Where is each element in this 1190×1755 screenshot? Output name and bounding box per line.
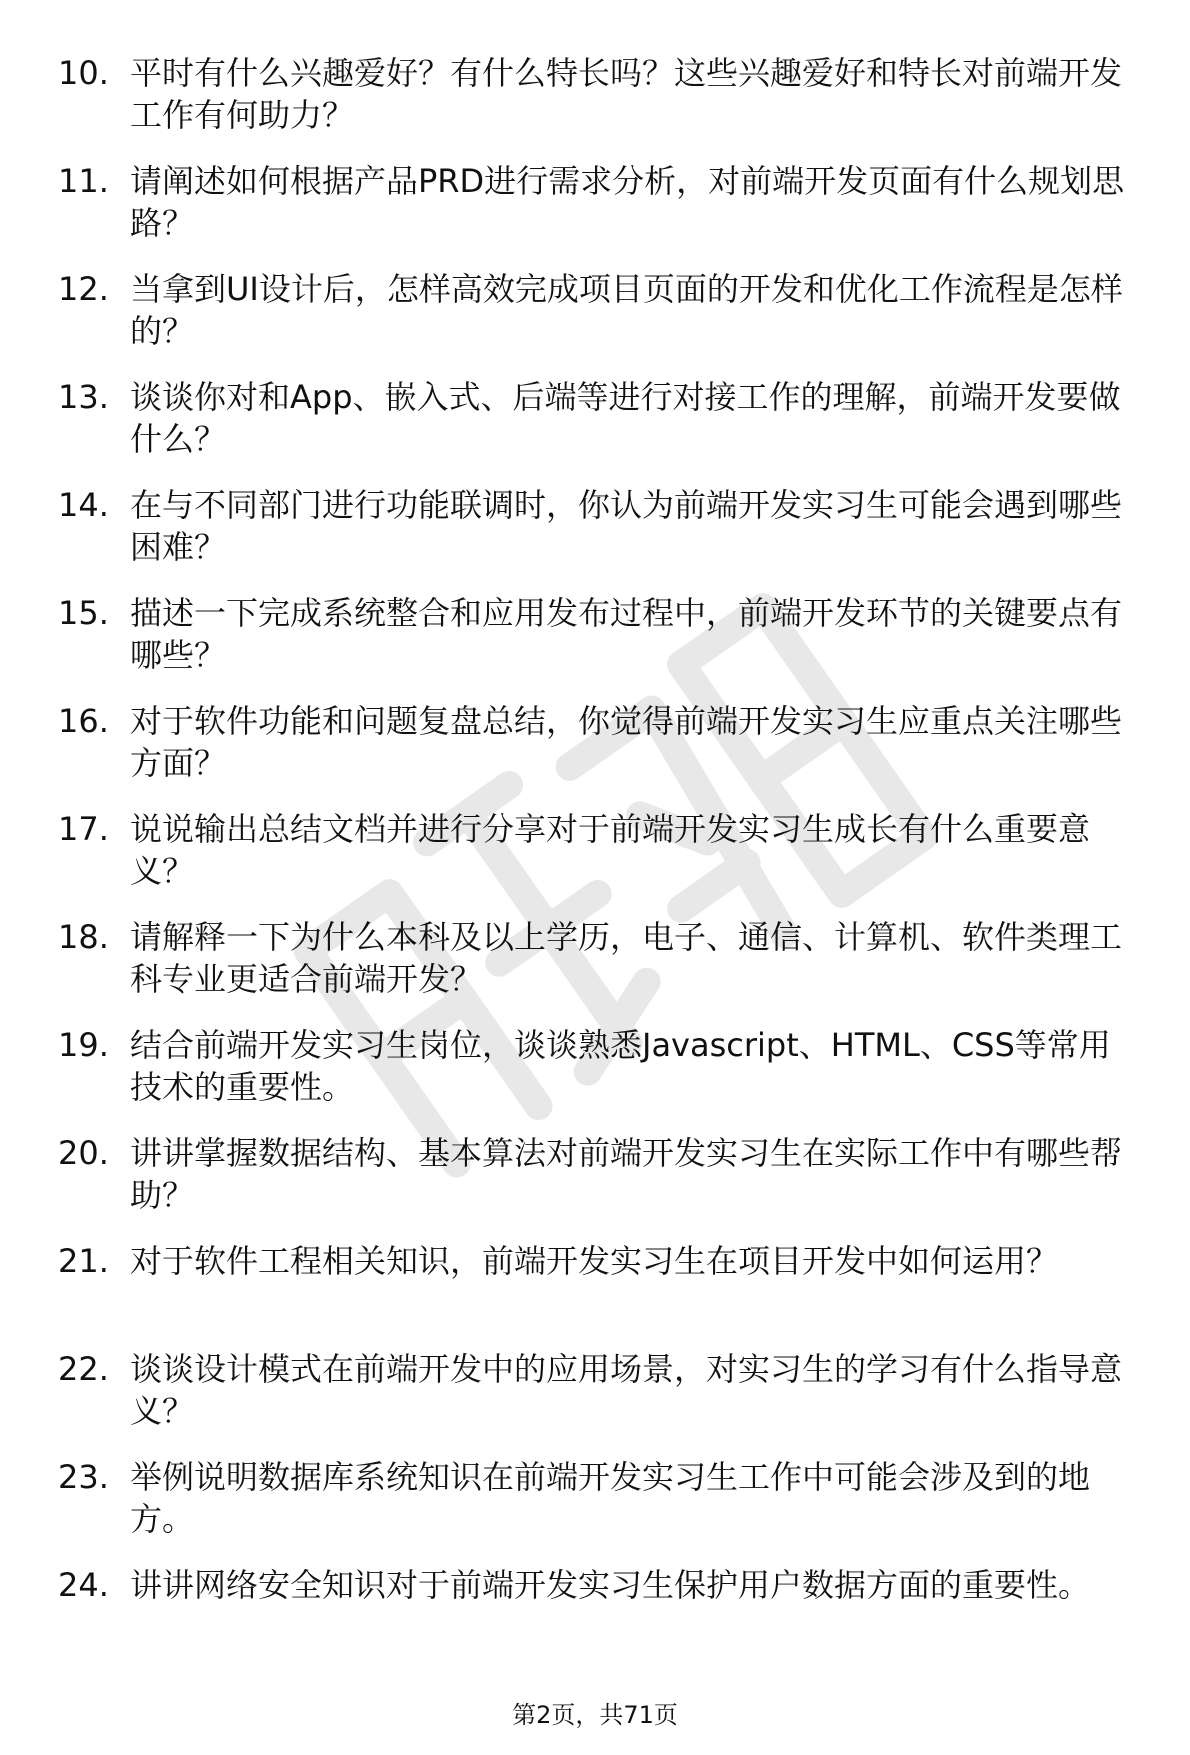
question-text: 在与不同部门进行功能联调时，你认为前端开发实习生可能会遇到哪些困难？ <box>130 486 1123 566</box>
list-item <box>58 1240 1168 1348</box>
question-number: 14. <box>58 486 109 524</box>
question-number: 21. <box>58 1242 109 1280</box>
question-number: 15. <box>58 594 109 632</box>
list-item <box>58 1348 1168 1456</box>
question-text: 对于软件功能和问题复盘总结，你觉得前端开发实习生应重点关注哪些方面？ <box>130 702 1123 782</box>
list-item <box>58 916 1168 1024</box>
page-number-footer: 第2页，共71页 <box>512 1701 678 1729</box>
list-item <box>58 484 1168 592</box>
list-item <box>58 1564 1168 1672</box>
question-number: 22. <box>58 1350 109 1388</box>
question-number: 16. <box>58 702 109 740</box>
question-text: 当拿到UI设计后，怎样高效完成项目页面的开发和优化工作流程是怎样的？ <box>130 270 1123 350</box>
list-item <box>58 1132 1168 1240</box>
list-item <box>58 1024 1168 1132</box>
question-number: 11. <box>58 162 109 200</box>
question-text: 结合前端开发实习生岗位，谈谈熟悉Javascript、HTML、CSS等常用技术的重要性。 <box>130 1026 1111 1106</box>
question-number: 12. <box>58 270 109 308</box>
list-item <box>58 52 1168 160</box>
question-text: 对于软件工程相关知识，前端开发实习生在项目开发中如何运用？ <box>130 1242 1059 1280</box>
question-number: 13. <box>58 378 109 416</box>
question-number: 23. <box>58 1458 109 1496</box>
question-number: 20. <box>58 1134 109 1172</box>
question-number: 10. <box>58 54 109 92</box>
question-text: 请解释一下为什么本科及以上学历，电子、通信、计算机、软件类理工科专业更适合前端开发？ <box>130 918 1123 998</box>
question-number: 17. <box>58 810 109 848</box>
list-item <box>58 376 1168 484</box>
list-item <box>58 592 1168 700</box>
question-text: 讲讲掌握数据结构、基本算法对前端开发实习生在实际工作中有哪些帮助？ <box>130 1134 1123 1214</box>
question-list <box>58 52 1168 1672</box>
list-item <box>58 808 1168 916</box>
list-item <box>58 700 1168 808</box>
question-text: 平时有什么兴趣爱好？有什么特长吗？这些兴趣爱好和特长对前端开发工作有何助力？ <box>130 54 1123 134</box>
list-item <box>58 160 1168 268</box>
list-item <box>58 1456 1168 1564</box>
question-text: 说说输出总结文档并进行分享对于前端开发实习生成长有什么重要意义？ <box>130 810 1091 890</box>
question-text: 举例说明数据库系统知识在前端开发实习生工作中可能会涉及到的地方。 <box>130 1458 1091 1538</box>
question-text: 讲讲网络安全知识对于前端开发实习生保护用户数据方面的重要性。 <box>130 1566 1091 1604</box>
question-number: 18. <box>58 918 109 956</box>
question-text: 谈谈设计模式在前端开发中的应用场景，对实习生的学习有什么指导意义？ <box>130 1350 1123 1430</box>
question-number: 19. <box>58 1026 109 1064</box>
question-text: 谈谈你对和App、嵌入式、后端等进行对接工作的理解，前端开发要做什么？ <box>130 378 1121 458</box>
list-item <box>58 268 1168 376</box>
question-number: 24. <box>58 1566 109 1604</box>
question-text: 请阐述如何根据产品PRD进行需求分析，对前端开发页面有什么规划思路？ <box>130 162 1125 242</box>
question-text: 描述一下完成系统整合和应用发布过程中，前端开发环节的关键要点有哪些？ <box>130 594 1123 674</box>
